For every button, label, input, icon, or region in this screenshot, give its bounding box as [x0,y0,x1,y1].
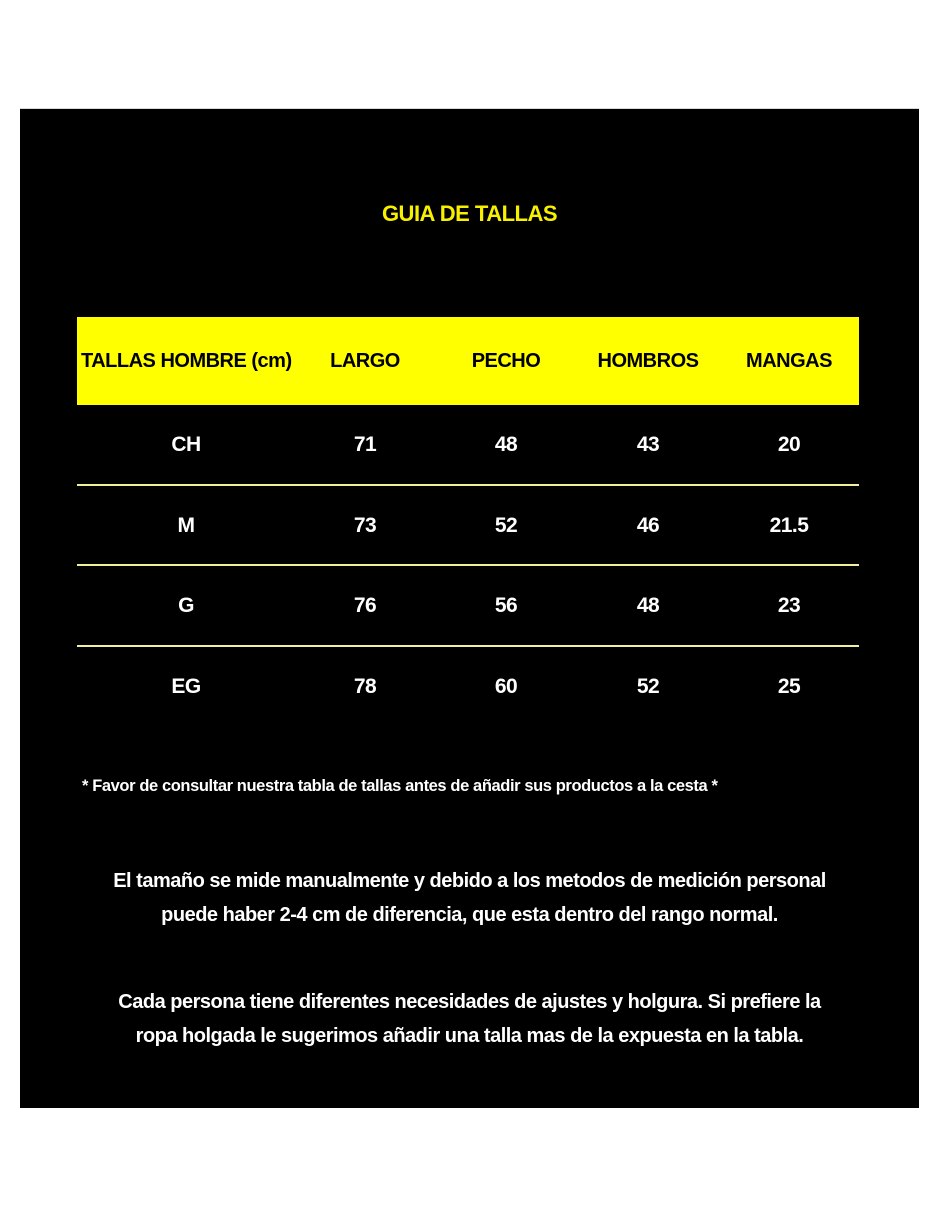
mangas-cell: 25 [777,675,801,698]
fit-paragraph [60,985,879,1053]
table-row [77,647,859,727]
fit-line-2: ropa holgada le sugerimos añadir una talla mas de la expuesta en la tabla. [135,1025,804,1047]
measurement-line-2: puede haber 2-4 cm de diferencia, que esta dentro del rango normal. [161,904,778,926]
largo-cell: 78 [353,675,377,698]
table-row [77,566,859,646]
pecho-cell: 48 [494,433,518,456]
size-cell: M [177,514,195,537]
mangas-cell: 23 [777,594,801,617]
table-row [77,405,859,485]
consult-note: * Favor de consultar nuestra tabla de tallas antes de añadir sus productos a la cesta * [82,777,718,795]
mangas-cell: 20 [777,433,801,456]
measurement-paragraph [60,864,879,932]
header-pecho: PECHO [471,350,541,372]
largo-cell: 76 [353,594,377,617]
table-header [77,317,859,405]
hombros-cell: 48 [636,594,660,617]
pecho-cell: 56 [494,594,518,617]
pecho-cell: 52 [494,514,518,537]
pecho-cell: 60 [494,675,518,698]
size-guide-panel [20,108,919,1108]
largo-cell: 71 [353,433,377,456]
hombros-cell: 52 [636,675,660,698]
measurement-line-1: El tamaño se mide manualmente y debido a los metodos de medición personal [113,870,826,892]
hombros-cell: 43 [636,433,660,456]
header-tallas: TALLAS HOMBRE (cm) [81,350,292,372]
size-cell: CH [171,433,201,456]
mangas-cell: 21.5 [769,514,809,537]
header-hombros: HOMBROS [597,350,699,372]
header-largo: LARGO [330,350,400,372]
largo-cell: 73 [353,514,377,537]
size-cell: EG [171,675,201,698]
size-cell: G [178,594,194,617]
table-row [77,486,859,566]
hombros-cell: 46 [636,514,660,537]
header-mangas: MANGAS [746,350,832,372]
fit-line-1: Cada persona tiene diferentes necesidades de ajustes y holgura. Si prefiere la [118,991,821,1013]
page-title: GUIA DE TALLAS [381,201,558,226]
